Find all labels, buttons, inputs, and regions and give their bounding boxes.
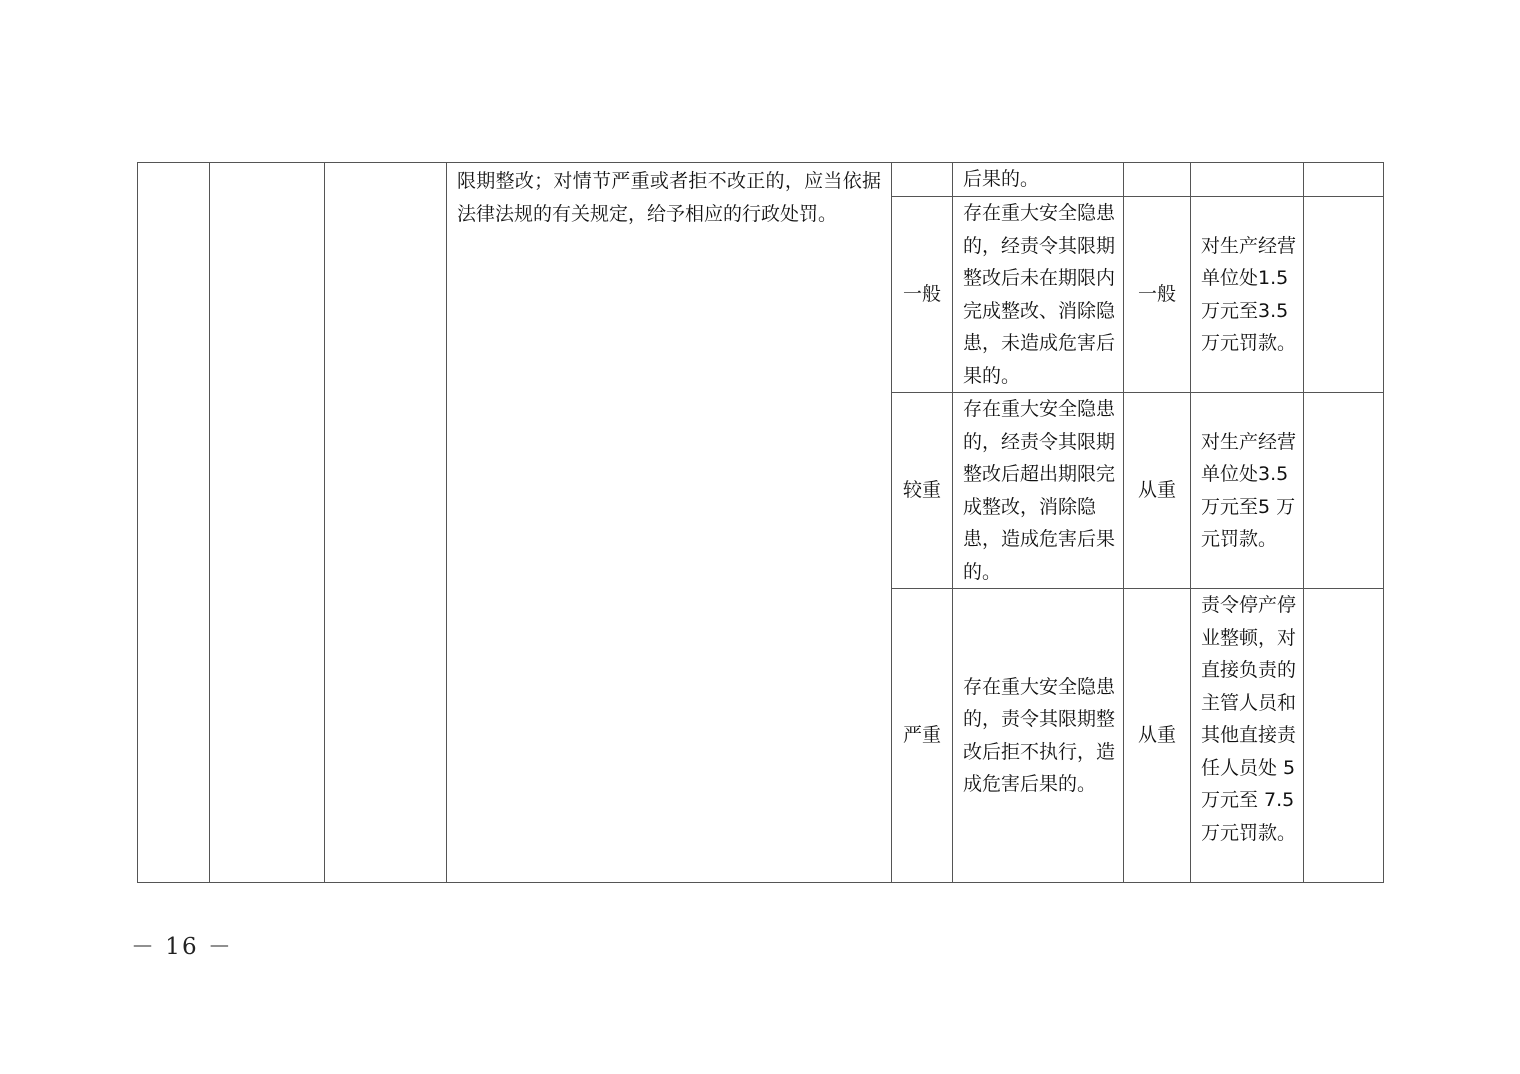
table-cell-index <box>138 163 210 883</box>
table-cell-circumstance-level: 严重 <box>892 589 953 883</box>
table-cell-circumstance-level: 较重 <box>892 393 953 589</box>
table-cell-remark <box>1304 393 1384 589</box>
table-cell-circumstance-description: 后果的。 <box>953 163 1124 197</box>
table-cell-legal-basis <box>325 163 447 883</box>
table-cell-penalty <box>1191 163 1304 197</box>
table-cell-remark <box>1304 197 1384 393</box>
table-cell-circumstance-description: 存在重大安全隐患的，经责令其限期整改后未在期限内完成整改、消除隐患，未造成危害后果的。 <box>953 197 1124 393</box>
table-cell-penalty: 对生产经营单位处3.5 万元至5 万元罚款。 <box>1191 393 1304 589</box>
table-cell-item <box>210 163 325 883</box>
page-number: － 16 － <box>131 934 233 960</box>
table-cell-circumstance-description: 存在重大安全隐患的，经责令其限期整改后超出期限完成整改，消除隐患，造成危害后果的。 <box>953 393 1124 589</box>
table-cell-penalty: 责令停产停业整顿，对直接负责的主管人员和其他直接责任人员处 5万元至 7.5万元罚款。 <box>1191 589 1304 883</box>
penalty-discretion-table <box>137 162 1384 883</box>
table-cell-circumstance-description: 存在重大安全隐患的，责令其限期整改后拒不执行，造成危害后果的。 <box>953 589 1124 883</box>
table-row <box>138 163 1384 197</box>
table-cell-discretion-level <box>1124 163 1191 197</box>
table-cell-basis-text: 限期整改；对情节严重或者拒不改正的，应当依据法律法规的有关规定，给予相应的行政处罚。 <box>447 163 892 883</box>
table-cell-penalty: 对生产经营单位处1.5 万元至3.5 万元罚款。 <box>1191 197 1304 393</box>
table-cell-remark <box>1304 163 1384 197</box>
table-cell-discretion-level: 从重 <box>1124 393 1191 589</box>
table-cell-circumstance-level <box>892 163 953 197</box>
table-cell-discretion-level: 从重 <box>1124 589 1191 883</box>
table-cell-remark <box>1304 589 1384 883</box>
table-cell-discretion-level: 一般 <box>1124 197 1191 393</box>
table-cell-circumstance-level: 一般 <box>892 197 953 393</box>
